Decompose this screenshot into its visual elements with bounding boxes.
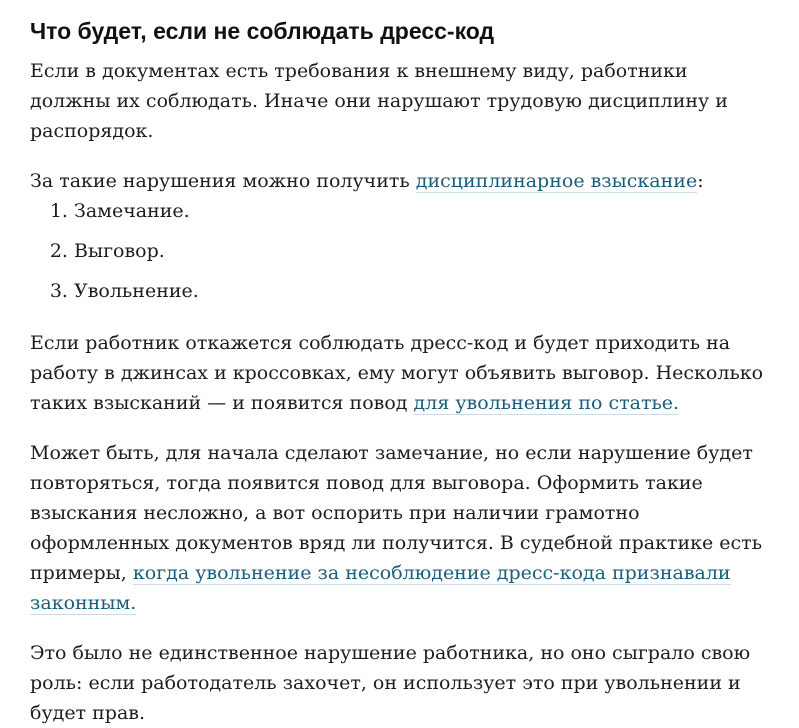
paragraph-conclusion: Это было не единственное нарушение работника, но оно сыграло свою роль: если работодатель захочет, он использует это при увольнении и будет прав.: [30, 642, 751, 724]
section-title: Что будет, если не соблюдать дресс-код: [30, 18, 495, 44]
paragraph-text: Может быть, для начала сделают замечание, но если нарушение будет повторяться, тогда появится повод для выговора. Оформить такие взыскания несложно, а вот оспорить при наличии грамотно оформленных документов вряд ли получится. В судебной практике есть примеры,: [30, 442, 763, 584]
paragraph-court-practice: [30, 438, 769, 618]
disciplinary-penalty-link[interactable]: дисциплинарное взыскание: [415, 170, 698, 192]
paragraph-requirements: Если в документах есть требования к внешнему виду, работники должны их соблюдать. Иначе они нарушают трудовую дисциплину и распорядок.: [30, 60, 728, 142]
paragraph-jeans-example: [30, 328, 769, 418]
paragraph-text: За такие нарушения можно получить: [30, 170, 416, 192]
court-practice-link[interactable]: когда увольнение за несоблюдение дресс-кода признавали законным.: [30, 562, 731, 614]
list-item-reprimand: 2. Выговор.: [74, 236, 769, 266]
paragraph-text: :: [697, 170, 704, 192]
list-item-remark: 1. Замечание.: [74, 196, 769, 226]
paragraph-text: Если работник откажется соблюдать дресс-код и будет приходить на работу в джинсах и кроссовках, ему могут объявить выговор. Несколько таких взысканий — и появится повод: [30, 332, 764, 414]
list-item-dismissal: 3. Увольнение.: [74, 276, 769, 306]
dismissal-by-article-link[interactable]: для увольнения по статье.: [413, 392, 680, 414]
paragraph-penalties-intro: [30, 166, 769, 196]
penalties-list: [30, 196, 769, 306]
